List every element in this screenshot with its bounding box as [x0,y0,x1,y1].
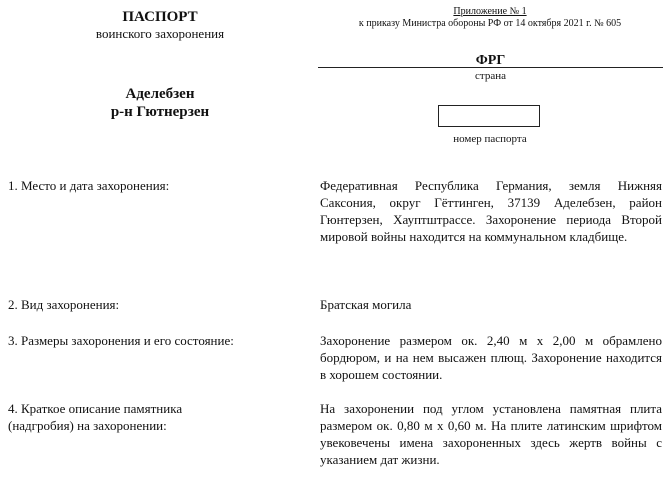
item-4-value: На захоронении под углом установлена памятная плита размером ок. 0,80 м х 0,60 м. На плите латинским шрифтом увековечены имена захороненных здесь жертв войны с указанием дат жизни. [320,401,662,467]
country-value: ФРГ [475,53,506,68]
item-3-value: Захоронение размером ок. 2,40 м х 2,00 м обрамлено бордюром, и на нем высажен плющ. Захоронение находится в хорошем состоянии. [320,333,662,382]
country-caption: страна [475,70,506,82]
appendix-number: Приложение № 1 [453,6,527,17]
item-4-label-line2: (надгробия) на захоронении: [8,418,167,433]
place-district: р-н Гютнерзен [110,104,210,120]
item-2-value: Братская могила [320,297,412,312]
item-1-value: Федеративная Республика Германия, земля Нижняя Саксония, округ Гёттинген, 37139 Аделебзен, район Гюнтерзен, Хауптштрассе. Захоронение периода Второй мировой войны находится на коммунальном кладбище. [320,178,662,244]
passport-number-field [438,105,540,127]
document-title: ПАСПОРТ [122,9,198,25]
passport-number-caption: номер паспорта [453,133,527,145]
item-4-label-line1: 4. Краткое описание памятника [8,401,183,416]
appendix-order-reference: к приказу Министра обороны РФ от 14 октября 2021 г. № 605 [358,18,622,29]
place-name: Аделебзен [125,86,195,102]
item-3-label: 3. Размеры захоронения и его состояние: [8,333,234,348]
country-underline [318,67,663,68]
item-1-label: 1. Место и дата захоронения: [8,178,170,193]
document-subtitle: воинского захоронения [95,26,225,41]
item-2-label: 2. Вид захоронения: [8,297,120,312]
